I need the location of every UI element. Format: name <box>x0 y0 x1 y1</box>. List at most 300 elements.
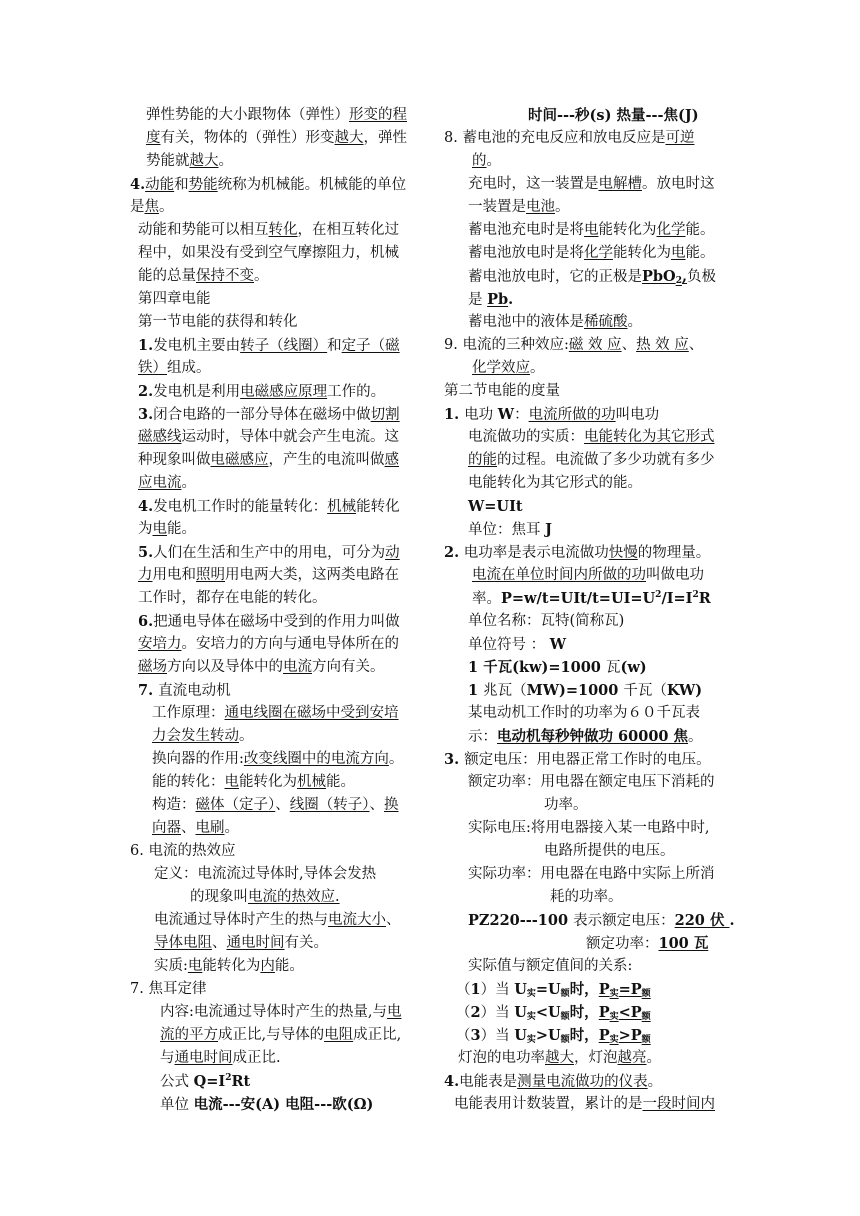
text-segment: 的过程。电流做了多少功就有多少 <box>497 452 715 468</box>
underlined-text: 定子（磁 <box>341 338 400 354</box>
text-segment: 2. <box>444 544 460 561</box>
text-segment: 。 <box>239 728 254 744</box>
text-segment: 实 <box>526 989 536 999</box>
underlined-text: 机械 <box>327 499 357 515</box>
text-line <box>128 633 420 656</box>
text-segment: W <box>497 406 515 423</box>
text-segment: W <box>549 636 567 653</box>
text-segment: . <box>508 291 514 308</box>
text-segment: 定义：电流流过导体时,导体会发热 <box>154 866 377 882</box>
text-segment: 。 <box>688 729 703 745</box>
text-line <box>444 265 736 288</box>
text-segment: 2. <box>138 383 154 400</box>
text-segment: 能的总量 <box>138 268 196 284</box>
text-segment: 示： <box>468 729 497 745</box>
text-segment: 1 <box>468 682 484 699</box>
text-line <box>444 472 736 495</box>
text-segment: 公式 <box>160 1074 194 1090</box>
underlined-text: 越大 <box>545 1050 574 1066</box>
text-segment: 发电机是利用 <box>153 384 241 400</box>
text-segment: 电能表是 <box>459 1074 518 1090</box>
underlined-text: 2 <box>675 276 682 286</box>
text-line <box>128 518 420 541</box>
underlined-text: 动 <box>385 545 400 561</box>
text-segment: 5. <box>138 544 154 561</box>
underlined-text: 换 <box>384 797 399 813</box>
underlined-text: 应电流 <box>138 475 182 491</box>
text-segment: ，弹性 <box>363 130 407 146</box>
text-segment: 能。 <box>685 222 715 238</box>
underlined-text: 化学效应 <box>472 360 530 376</box>
text-segment: 与 <box>160 1050 175 1066</box>
underlined-text: 流的平方 <box>160 1027 218 1043</box>
text-segment: 6. 电流的热效应 <box>130 843 236 859</box>
underlined-text: 内 <box>260 958 275 974</box>
underlined-text: P <box>598 1004 610 1021</box>
text-segment: 的现象叫 <box>190 889 248 905</box>
text-segment: （ <box>456 1028 471 1044</box>
text-segment: 功率。 <box>544 797 588 813</box>
text-segment: Q=I <box>193 1073 226 1090</box>
text-line <box>128 564 420 587</box>
text-segment: 4. <box>130 176 146 193</box>
underlined-text: 电刷 <box>195 820 225 836</box>
text-line <box>444 955 736 978</box>
text-line <box>444 886 736 909</box>
text-segment: MW)=1000 <box>526 682 624 699</box>
underlined-text: 线圈（转子） <box>289 797 370 813</box>
text-segment: 时， <box>569 981 599 998</box>
underlined-text: 安培力 <box>138 636 182 652</box>
text-line <box>444 794 736 817</box>
text-segment: 蓄电池放电时，它的正极是 <box>468 269 642 285</box>
text-segment: 3. <box>444 751 465 768</box>
text-segment: 耗的功率。 <box>550 889 623 905</box>
text-segment: 叫做电功 <box>646 567 704 583</box>
underlined-text: 磁场 <box>138 659 167 675</box>
text-segment: 。 <box>159 199 174 215</box>
text-segment: 动能和势能可以相互 <box>138 222 269 238</box>
underlined-text: 电解槽 <box>598 176 642 192</box>
text-segment: 表示额定电压： <box>573 913 675 929</box>
text-line <box>444 633 736 656</box>
text-segment: 电功率是表示电流做功 <box>459 545 609 561</box>
text-segment: 实 <box>526 1012 536 1022</box>
text-segment: 电功 <box>464 407 498 423</box>
text-segment: 内容:电流通过导体时产生的热量,与 <box>160 1004 387 1020</box>
text-segment: 能转化为 <box>613 245 671 261</box>
text-line <box>444 334 736 357</box>
text-segment: 第四章电能 <box>138 291 211 307</box>
text-segment: 灯泡的电功率 <box>458 1050 545 1066</box>
text-line <box>444 426 736 449</box>
text-line <box>444 196 736 219</box>
text-segment: 的物理量。 <box>637 545 711 561</box>
underlined-text: 向器 <box>152 820 181 836</box>
text-segment: 弹性势能的大小跟物体（弹性） <box>146 107 349 123</box>
text-segment: 和 <box>327 338 342 354</box>
text-segment: 充电时，这一装置是 <box>468 176 599 192</box>
text-segment: 方向有关。 <box>312 659 385 675</box>
underlined-text: 力 <box>138 567 153 583</box>
text-segment: 。 <box>181 475 196 491</box>
text-segment: 能。 <box>326 774 355 790</box>
underlined-text: 感 <box>384 452 399 468</box>
text-line <box>128 840 420 863</box>
text-segment: 能的转化： <box>152 774 225 790</box>
underlined-text: 动能 <box>145 177 175 193</box>
text-segment: 成正比. <box>232 1050 281 1066</box>
text-segment: 。放电时这 <box>642 176 715 192</box>
text-segment: 人们在生活和生产中的用电，可分为 <box>153 545 386 561</box>
text-segment: 蓄电池放电时是将 <box>468 245 584 261</box>
text-segment: 4. <box>138 498 154 515</box>
text-line <box>128 702 420 725</box>
text-segment: 工作的。 <box>327 384 386 400</box>
text-segment: 率。 <box>472 591 501 607</box>
text-segment: 用电两大类，这两类电路在 <box>225 567 399 583</box>
text-segment: 第二节电能的度量 <box>444 383 560 399</box>
text-segment: 7. <box>138 682 159 699</box>
underlined-text: 化学 <box>656 222 686 238</box>
text-line <box>444 978 736 1001</box>
text-line <box>444 288 736 311</box>
text-segment: 。 <box>486 153 501 169</box>
underlined-text: 磁体（定子） <box>195 797 276 813</box>
text-line <box>444 1001 736 1024</box>
text-segment: 。安培力的方向与通电导体所在的 <box>181 636 399 652</box>
underlined-text: 实 <box>609 1012 619 1022</box>
text-segment: 用电和 <box>152 567 196 583</box>
text-segment: 成正比,与导体的 <box>218 1027 325 1043</box>
text-segment: P=w/t=UIt/t=UI=U <box>501 590 656 607</box>
text-segment: 某电动机工作时的功率为６０千瓦表 <box>468 705 700 721</box>
underlined-text: 越亮 <box>617 1050 647 1066</box>
text-line <box>444 1047 736 1070</box>
text-line <box>444 242 736 265</box>
text-segment: 。 <box>627 314 642 330</box>
underlined-text: =P <box>618 981 642 998</box>
text-segment: 、 <box>386 912 401 928</box>
text-line <box>128 886 420 909</box>
text-line <box>128 863 420 886</box>
text-segment: >U <box>535 1027 561 1044</box>
text-segment: 1 千瓦(kw)=1000 <box>468 659 606 676</box>
underlined-text: 通电时间 <box>174 1050 233 1066</box>
text-line <box>128 242 420 265</box>
text-segment: 、 <box>688 337 704 353</box>
text-segment: 第一节电能的获得和转化 <box>138 314 298 330</box>
text-segment: 额定功率： <box>586 936 659 952</box>
text-line <box>128 794 420 817</box>
underlined-text: 测量电流做功的仪表 <box>517 1074 648 1090</box>
text-segment: W=UIt <box>468 498 523 515</box>
text-line <box>128 817 420 840</box>
text-segment: 运动时，导体中就会产生电流。这 <box>181 429 399 445</box>
underlined-text: 的 <box>472 153 487 169</box>
text-segment: KW) <box>666 682 703 699</box>
text-segment: 。 <box>555 199 570 215</box>
text-line <box>444 909 736 932</box>
underlined-text: 通电线圈在磁场中受到安培 <box>224 705 399 721</box>
text-segment: 。 <box>254 268 269 284</box>
text-segment: 实际值与额定值间的关系: <box>468 958 633 974</box>
underlined-text: 100 瓦 <box>658 935 709 952</box>
text-segment: =U <box>535 981 561 998</box>
text-line <box>128 1001 420 1024</box>
text-line <box>444 1024 736 1047</box>
text-segment: 额 <box>560 1012 570 1022</box>
text-segment: 。 <box>646 1050 661 1066</box>
underlined-text: 磁 效 应 <box>568 337 622 353</box>
left-column <box>128 104 420 1116</box>
text-segment: 种现象叫做 <box>138 452 211 468</box>
underlined-text: 可逆 <box>665 130 695 146</box>
text-segment: 电流---安(A) 电阻---欧(Ω) <box>193 1096 374 1113</box>
text-segment: 有关，物体的（弹性）形变 <box>160 130 335 146</box>
text-segment: 势能就 <box>146 153 190 169</box>
underlined-text: 实 <box>609 1035 619 1045</box>
text-segment: 和 <box>174 177 189 193</box>
underlined-text: 额 <box>641 1012 651 1022</box>
text-segment: ，在相互转化过 <box>297 222 399 238</box>
text-line <box>128 311 420 334</box>
underlined-text: 化学 <box>584 245 613 261</box>
text-line <box>128 150 420 173</box>
text-segment: 实际电压:将用电器接入某一电路中时, <box>468 820 710 836</box>
text-line <box>128 219 420 242</box>
text-segment: 瓦 <box>605 660 621 676</box>
underlined-text: 越大 <box>189 153 219 169</box>
text-segment: 把通电导体在磁场中受到的作用力叫做 <box>153 614 400 630</box>
text-segment: 统称为机械能。机械能的单位 <box>217 177 407 193</box>
text-line <box>444 587 736 610</box>
text-segment: 实际功率：用电器在电路中实际上所消 <box>468 866 715 882</box>
text-segment: 负极 <box>687 269 717 285</box>
text-line <box>444 173 736 196</box>
underlined-text: 导体电阻 <box>154 935 212 951</box>
text-segment: 1 <box>470 981 481 998</box>
text-line <box>444 104 736 127</box>
underlined-text: 额 <box>641 989 651 999</box>
underlined-text: 越大 <box>334 130 364 146</box>
text-line <box>444 564 736 587</box>
underlined-text: 电 <box>187 958 203 974</box>
underlined-text: 电流的热效应. <box>248 889 340 905</box>
text-segment: J <box>545 521 552 538</box>
text-segment: 。 <box>388 751 404 767</box>
text-line <box>128 1070 420 1093</box>
text-segment: 、 <box>181 820 196 836</box>
text-segment: 组成。 <box>167 360 211 376</box>
text-segment: 2 <box>225 1073 232 1084</box>
text-segment: 叫电功 <box>615 407 660 423</box>
text-line <box>128 196 420 219</box>
text-line <box>128 610 420 633</box>
text-line <box>444 150 736 173</box>
underlined-text: 改变线圈中的电流方向 <box>243 751 389 767</box>
text-segment: 1. <box>444 406 465 423</box>
underlined-text: 照明 <box>196 567 225 583</box>
text-segment: PZ220---100 <box>468 912 574 929</box>
underlined-text: PbO <box>642 268 676 285</box>
underlined-text: 电 <box>671 245 686 261</box>
text-line <box>444 541 736 564</box>
underlined-text: 电磁感应 <box>210 452 269 468</box>
underlined-text: 电 <box>387 1004 402 1020</box>
text-segment: 额 <box>560 1035 570 1045</box>
text-segment: 发电机工作时的能量转化： <box>153 499 328 515</box>
text-line <box>128 1047 420 1070</box>
text-line <box>444 1093 736 1116</box>
underlined-text: >P <box>618 1027 642 1044</box>
text-line <box>444 1070 736 1093</box>
text-segment: 蓄电池充电时是将 <box>468 222 584 238</box>
text-line <box>444 357 736 380</box>
text-segment: 、 <box>212 935 227 951</box>
text-segment: 单位 <box>160 1097 194 1113</box>
text-segment: 3 <box>470 1027 481 1044</box>
text-line <box>128 656 420 679</box>
text-line <box>128 357 420 380</box>
text-segment: ）当 <box>480 982 515 998</box>
underlined-text: 形变的程 <box>349 107 407 123</box>
text-segment: 1. <box>138 337 154 354</box>
underlined-text: P <box>598 981 610 998</box>
text-segment: 2 <box>470 1004 481 1021</box>
text-line <box>444 702 736 725</box>
text-segment: 。 <box>530 360 545 376</box>
text-segment: 一装置是 <box>468 199 526 215</box>
text-line <box>444 656 736 679</box>
text-segment: 电流通过导体时产生的热与 <box>154 912 328 928</box>
text-segment: 6. <box>138 613 154 630</box>
text-segment: 程中，如果没有受到空气摩擦阻力，机械 <box>138 245 399 261</box>
text-line <box>444 518 736 541</box>
underlined-text: , <box>681 268 688 285</box>
text-segment: 9. 电流的三种效应: <box>444 337 569 353</box>
text-line <box>128 771 420 794</box>
underlined-text: 铁） <box>138 360 167 376</box>
text-segment: 蓄电池中的液体是 <box>468 314 584 330</box>
text-segment: 发电机主要由 <box>153 338 241 354</box>
underlined-text: 220 伏 <box>674 912 730 929</box>
text-line <box>444 495 736 518</box>
text-segment: 电路所提供的电压。 <box>544 843 675 859</box>
text-segment: 时间---秒(s) 热量---焦(J) <box>528 107 699 124</box>
text-segment: 是 <box>468 292 488 308</box>
text-segment: 能。 <box>274 958 304 974</box>
text-segment: ，产生的电流叫做 <box>268 452 385 468</box>
text-line <box>128 380 420 403</box>
text-segment: 、 <box>275 797 290 813</box>
text-line <box>128 587 420 610</box>
text-segment: 电流做功的实质： <box>468 429 584 445</box>
text-line <box>128 679 420 702</box>
text-segment: 能转化为 <box>239 774 297 790</box>
text-line <box>128 725 420 748</box>
underlined-text: P <box>598 1027 610 1044</box>
text-segment: 构造： <box>152 797 196 813</box>
text-segment: 单位名称：瓦特(简称瓦) <box>468 613 625 629</box>
text-segment: ： <box>514 407 529 423</box>
underlined-text: 电动机每秒钟做功 60000 焦 <box>497 728 689 745</box>
underlined-text: <P <box>618 1004 642 1021</box>
text-segment: 时， <box>569 1004 599 1021</box>
underlined-text: 一段时间内 <box>642 1096 715 1112</box>
underlined-text: 磁感线 <box>138 429 182 445</box>
text-segment: <U <box>535 1004 561 1021</box>
text-line <box>128 449 420 472</box>
text-line <box>444 725 736 748</box>
text-segment: 直流电动机 <box>158 683 231 699</box>
text-segment: 4. <box>444 1073 460 1090</box>
text-line <box>128 909 420 932</box>
text-segment: 方向以及导体中的 <box>167 659 283 675</box>
text-line <box>128 472 420 495</box>
text-segment: 成正比, <box>353 1027 402 1043</box>
text-line <box>444 449 736 472</box>
text-segment: 单位符号 ： <box>468 637 550 653</box>
text-segment: . <box>729 912 735 929</box>
underlined-text: 转化 <box>268 222 298 238</box>
underlined-text: 保持不变 <box>196 268 254 284</box>
text-line <box>128 495 420 518</box>
text-segment: 为 <box>138 521 153 537</box>
text-segment: 。 <box>224 820 239 836</box>
text-segment: U <box>514 981 527 998</box>
underlined-text: 的能 <box>468 452 497 468</box>
text-segment: （ <box>456 1005 471 1021</box>
text-line <box>444 610 736 633</box>
underlined-text: 机械 <box>297 774 326 790</box>
text-line <box>444 817 736 840</box>
text-line <box>128 426 420 449</box>
text-segment: 2 <box>655 590 662 601</box>
text-segment: 时， <box>569 1027 599 1044</box>
underlined-text: 电 <box>152 521 167 537</box>
text-line <box>444 748 736 771</box>
text-segment: 、 <box>621 337 637 353</box>
underlined-text: 稀硫酸 <box>584 314 628 330</box>
text-line <box>128 955 420 978</box>
underlined-text: 额 <box>641 1035 651 1045</box>
underlined-text: 电 <box>584 222 599 238</box>
text-line <box>444 219 736 242</box>
text-segment: 能。 <box>685 245 715 261</box>
text-segment: ）当 <box>480 1028 515 1044</box>
text-segment: 兆瓦（ <box>483 683 527 699</box>
underlined-text: 电 <box>224 774 239 790</box>
text-segment: 能转化为 <box>202 958 261 974</box>
text-segment: /I=I <box>661 590 693 607</box>
text-segment: 工作时，都存在电能的转化。 <box>138 590 327 606</box>
text-segment: R <box>698 590 711 607</box>
text-segment: Rt <box>231 1073 251 1090</box>
text-segment: 能转化 <box>356 499 400 515</box>
text-segment: U <box>514 1004 527 1021</box>
text-line <box>444 932 736 955</box>
text-segment: 额定电压：用电器正常工作时的电压。 <box>464 752 711 768</box>
underlined-text: 电流大小 <box>328 912 386 928</box>
underlined-text: 度 <box>146 130 161 146</box>
text-segment: 、 <box>369 797 384 813</box>
text-segment: （ <box>456 982 471 998</box>
text-line <box>444 403 736 426</box>
text-segment: 8. 蓄电池的充电反应和放电反应是 <box>444 130 666 146</box>
text-line <box>128 288 420 311</box>
underlined-text: 电流 <box>283 659 312 675</box>
